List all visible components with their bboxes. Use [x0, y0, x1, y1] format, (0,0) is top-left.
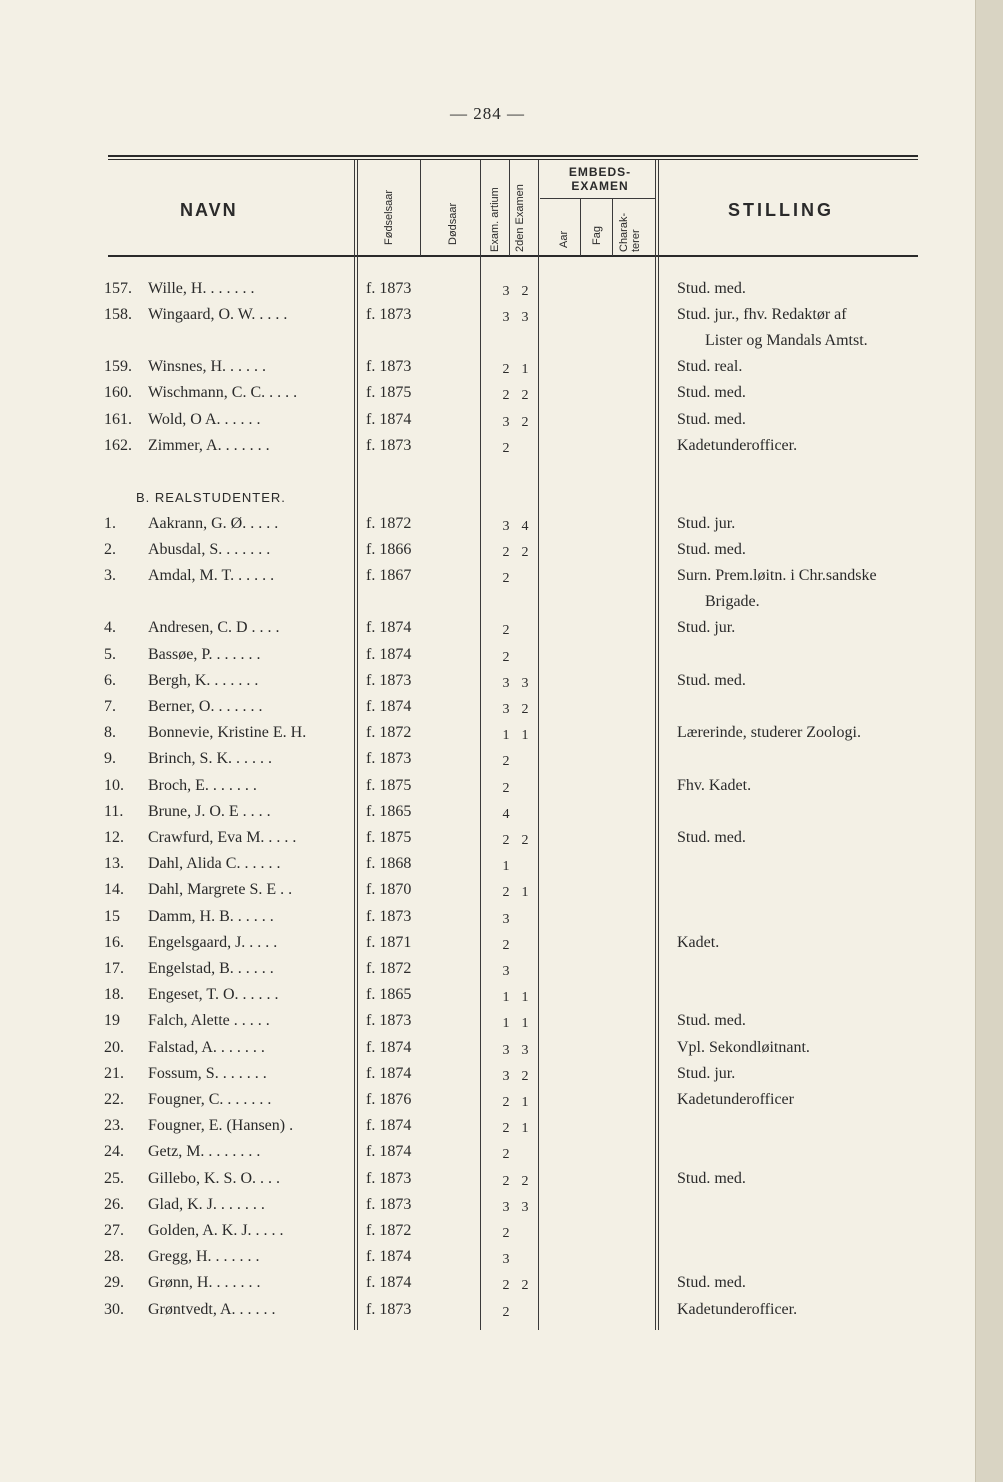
entry-exam-artium-grade: 2	[502, 362, 510, 378]
entry-number: 27.	[104, 1222, 124, 1239]
header-navn: NAVN	[180, 200, 238, 220]
col-line-fod	[420, 160, 421, 256]
entry-number: 161.	[104, 410, 132, 428]
table-row	[0, 1301, 975, 1327]
entry-second-exam-grade: 4	[521, 519, 529, 534]
entry-number: 17.	[104, 960, 124, 977]
table-row	[0, 437, 975, 463]
entry-stilling-continuation: Lister og Mandals Amtst.	[705, 332, 868, 350]
entry-birth-year: f. 1873	[366, 907, 412, 925]
entry-birth-year: f. 1874	[366, 619, 412, 637]
entry-second-exam-grade: 1	[521, 885, 529, 901]
entry-birth-year: f. 1873	[366, 1169, 412, 1187]
top-rule	[108, 155, 918, 157]
entry-name: Wingaard, O. W. . . . .	[148, 306, 288, 324]
entry-exam-artium-grade: 2	[502, 388, 510, 404]
table-row	[0, 1170, 975, 1196]
page-number: — 284 —	[450, 104, 525, 123]
entry-stilling: Kadetunderofficer.	[677, 436, 798, 454]
header-karakterer	[618, 213, 642, 252]
table-row	[0, 306, 975, 332]
entry-exam-artium-grade: 2	[502, 440, 510, 456]
col-line-aar	[580, 198, 581, 256]
entry-name: Berner, O. . . . . . .	[148, 698, 263, 715]
entry-number: 10.	[104, 776, 124, 794]
entry-second-exam-grade: 2	[521, 1173, 529, 1189]
entry-exam-artium-grade: 3	[502, 284, 510, 299]
entry-stilling: Stud. med.	[677, 280, 746, 297]
entry-exam-artium-grade: 3	[502, 1199, 510, 1215]
entry-exam-artium-grade: 3	[502, 1042, 510, 1058]
entry-second-exam-grade: 3	[521, 310, 529, 326]
entry-birth-year: f. 1873	[366, 306, 412, 324]
header-fodselsaar: Fødselsaar	[383, 189, 395, 245]
entry-birth-year: f. 1872	[366, 515, 412, 532]
entry-second-exam-grade: 3	[521, 1199, 529, 1215]
entry-name: Bonnevie, Kristine E. H.	[148, 724, 307, 742]
entry-exam-artium-grade: 3	[502, 519, 510, 534]
entry-number: 29.	[104, 1274, 124, 1292]
entry-number: 14.	[104, 881, 124, 899]
entry-name: Brinch, S. K. . . . . .	[148, 750, 272, 768]
entry-number: 20.	[104, 1038, 124, 1056]
entry-birth-year: f. 1874	[366, 1064, 412, 1082]
entry-number: 9.	[104, 750, 116, 768]
table-row	[0, 515, 975, 541]
entry-second-exam-grade: 2	[521, 388, 529, 404]
entry-exam-artium-grade: 3	[502, 675, 510, 691]
table-row	[0, 881, 975, 907]
entry-birth-year: f. 1874	[366, 1248, 412, 1266]
entry-stilling: Stud. med.	[677, 384, 746, 402]
entry-stilling: Stud. med.	[677, 829, 746, 846]
table-row	[0, 908, 975, 934]
entry-number: 25.	[104, 1169, 124, 1187]
entry-exam-artium-grade: 1	[502, 728, 510, 744]
table-row	[0, 750, 975, 776]
entry-second-exam-grade: 2	[521, 833, 529, 848]
header-embedseksamen	[540, 165, 660, 193]
entry-birth-year: f. 1872	[366, 724, 412, 742]
table-row	[0, 698, 975, 724]
entry-birth-year: f. 1867	[366, 567, 412, 585]
entry-number: 12.	[104, 829, 124, 846]
entry-birth-year: f. 1874	[366, 698, 412, 715]
col-line-exam-mid	[509, 160, 510, 256]
entry-second-exam-grade: 3	[521, 1042, 529, 1058]
entry-exam-artium-grade: 1	[502, 1016, 510, 1032]
entry-number: 26.	[104, 1195, 124, 1213]
entry-stilling: Kadetunderofficer.	[677, 1300, 798, 1318]
entry-exam-artium-grade: 2	[502, 780, 510, 796]
entry-exam-artium-grade: 2	[502, 885, 510, 901]
entry-number: 19	[104, 1012, 120, 1030]
entry-stilling: Stud. med.	[677, 671, 746, 689]
entry-name: Getz, M. . . . . . . .	[148, 1143, 261, 1161]
table-row	[0, 1248, 975, 1274]
entry-second-exam-grade: 1	[521, 1095, 529, 1110]
entry-name: Broch, E. . . . . . .	[148, 776, 257, 794]
entry-name: Grøntvedt, A. . . . . .	[148, 1300, 276, 1318]
header-stilling: STILLING	[728, 200, 834, 220]
entry-number: 24.	[104, 1143, 124, 1161]
entry-name: Zimmer, A. . . . . . .	[148, 436, 270, 454]
entry-second-exam-grade: 1	[521, 1121, 529, 1137]
table-row	[0, 724, 975, 750]
entry-name: Bergh, K. . . . . . .	[148, 671, 259, 689]
entry-number: 157.	[104, 280, 132, 297]
entry-birth-year: f. 1873	[366, 671, 412, 689]
table-row	[0, 829, 975, 855]
entry-birth-year: f. 1876	[366, 1091, 412, 1108]
table-row	[0, 803, 975, 829]
entry-exam-artium-grade: 2	[502, 1147, 510, 1163]
entry-exam-artium-grade: 2	[502, 833, 510, 848]
entry-name: Dahl, Margrete S. E . .	[148, 881, 293, 899]
entry-name: Winsnes, H. . . . . .	[148, 358, 267, 376]
entry-number: 3.	[104, 567, 116, 585]
table-row	[0, 1143, 975, 1169]
entry-name: Engelstad, B. . . . . .	[148, 960, 274, 977]
entry-birth-year: f. 1875	[366, 829, 412, 846]
entry-second-exam-grade: 2	[521, 545, 529, 561]
entry-number: 2.	[104, 541, 116, 559]
entry-birth-year: f. 1873	[366, 1300, 412, 1318]
entry-exam-artium-grade: 2	[502, 1278, 510, 1294]
entry-name: Andresen, C. D . . . .	[148, 619, 280, 637]
entry-name: Grønn, H. . . . . . .	[148, 1274, 261, 1292]
header-embeds-2: EXAMEN	[571, 179, 629, 193]
header-karakterer-1: Charak-	[618, 212, 630, 252]
entry-exam-artium-grade: 2	[502, 1304, 510, 1320]
section-realstudenter: B. REALSTUDENTER.	[136, 490, 286, 505]
entry-name: Damm, H. B. . . . . .	[148, 907, 274, 925]
entry-exam-artium-grade: 3	[502, 964, 510, 979]
entry-birth-year: f. 1872	[366, 960, 412, 977]
entry-stilling: Kadet.	[677, 933, 720, 951]
entry-birth-year: f. 1873	[366, 358, 412, 376]
entry-name: Gregg, H. . . . . . .	[148, 1248, 260, 1266]
entry-birth-year: f. 1873	[366, 750, 412, 768]
entry-birth-year: f. 1875	[366, 384, 412, 402]
table-row	[0, 384, 975, 410]
entry-exam-artium-grade: 3	[502, 1068, 510, 1084]
table-row	[0, 1039, 975, 1065]
entry-exam-artium-grade: 2	[502, 1226, 510, 1241]
entry-exam-artium-grade: 1	[502, 859, 510, 875]
entry-second-exam-grade: 2	[521, 414, 529, 430]
col-line-embeds-sub	[540, 198, 655, 199]
entry-birth-year: f. 1865	[366, 802, 412, 820]
entry-name: Abusdal, S. . . . . . .	[148, 541, 271, 559]
table-row	[0, 280, 975, 306]
entry-second-exam-grade: 1	[521, 1016, 529, 1032]
entry-exam-artium-grade: 2	[502, 649, 510, 665]
entry-stilling: Vpl. Sekondløitnant.	[677, 1038, 810, 1056]
entry-exam-artium-grade: 2	[502, 545, 510, 561]
entry-birth-year: f. 1874	[366, 1038, 412, 1056]
col-line-fag	[612, 198, 613, 256]
entry-exam-artium-grade: 2	[502, 571, 510, 587]
table-row	[0, 777, 975, 803]
entry-name: Engelsgaard, J. . . . .	[148, 933, 278, 951]
entry-number: 16.	[104, 933, 124, 951]
entry-exam-artium-grade: 3	[502, 911, 510, 927]
entry-number: 159.	[104, 358, 132, 376]
header-dodsaar: Dødsaar	[447, 202, 459, 245]
entry-birth-year: f. 1873	[366, 1195, 412, 1213]
entry-name: Brune, J. O. E . . . .	[148, 802, 271, 820]
table-row	[0, 541, 975, 567]
entry-birth-year: f. 1865	[366, 986, 412, 1004]
entry-number: 158.	[104, 306, 132, 324]
entry-birth-year: f. 1874	[366, 1117, 412, 1135]
entry-stilling: Stud. med.	[677, 1012, 746, 1030]
table-row	[0, 855, 975, 881]
entry-stilling: Stud. jur., fhv. Redaktør af	[677, 306, 847, 324]
entry-exam-artium-grade: 3	[502, 310, 510, 326]
entry-name: Aakrann, G. Ø. . . . .	[148, 515, 279, 532]
entry-second-exam-grade: 2	[521, 1278, 529, 1294]
entry-number: 5.	[104, 645, 116, 663]
entry-exam-artium-grade: 3	[502, 702, 510, 717]
page-edge	[975, 0, 1003, 1482]
entry-stilling: Stud. jur.	[677, 619, 736, 637]
entry-birth-year: f. 1871	[366, 933, 412, 951]
entry-name: Dahl, Alida C. . . . . .	[148, 855, 281, 873]
entry-stilling: Fhv. Kadet.	[677, 776, 752, 794]
entry-name: Engeset, T. O. . . . . .	[148, 986, 279, 1004]
entry-stilling: Surn. Prem.løitn. i Chr.sandske	[677, 567, 877, 585]
entry-number: 22.	[104, 1091, 124, 1108]
entry-number: 160.	[104, 384, 132, 402]
entry-stilling: Lærerinde, studerer Zoologi.	[677, 724, 861, 742]
table-row	[0, 646, 975, 672]
entry-number: 1.	[104, 515, 116, 532]
entry-number: 28.	[104, 1248, 124, 1266]
entry-stilling: Stud. med.	[677, 1274, 746, 1292]
entry-number: 23.	[104, 1117, 124, 1135]
entry-number: 30.	[104, 1300, 124, 1318]
entry-exam-artium-grade: 4	[502, 806, 510, 822]
entry-stilling: Stud. jur.	[677, 515, 736, 532]
entry-name: Amdal, M. T. . . . . .	[148, 567, 275, 585]
entry-name: Wold, O A. . . . . .	[148, 410, 261, 428]
entry-number: 6.	[104, 671, 116, 689]
entry-stilling: Stud. med.	[677, 1169, 746, 1187]
entry-name: Wille, H. . . . . . .	[148, 280, 255, 297]
table-row	[0, 1196, 975, 1222]
table-row	[0, 358, 975, 384]
entry-number: 13.	[104, 855, 124, 873]
table-row	[0, 1222, 975, 1248]
entry-number: 11.	[104, 802, 124, 820]
table-row	[0, 1117, 975, 1143]
entry-birth-year: f. 1875	[366, 776, 412, 794]
entry-stilling: Stud. jur.	[677, 1064, 736, 1082]
entry-name: Fossum, S. . . . . . .	[148, 1064, 267, 1082]
entry-second-exam-grade: 3	[521, 675, 529, 691]
entry-birth-year: f. 1873	[366, 280, 412, 297]
table-row	[0, 411, 975, 437]
entry-name: Glad, K. J. . . . . . .	[148, 1195, 265, 1213]
entry-stilling: Kadetunderofficer	[677, 1091, 794, 1108]
top-rule-thin	[108, 159, 918, 160]
entry-number: 8.	[104, 724, 116, 742]
header-aar: Aar	[558, 230, 570, 248]
entry-birth-year: f. 1874	[366, 1143, 412, 1161]
entry-birth-year: f. 1866	[366, 541, 412, 559]
table-row	[0, 960, 975, 986]
table-row	[0, 1065, 975, 1091]
entry-stilling: Stud. real.	[677, 358, 743, 376]
entry-number: 162.	[104, 436, 132, 454]
entry-exam-artium-grade: 2	[502, 623, 510, 639]
entry-birth-year: f. 1874	[366, 410, 412, 428]
entry-birth-year: f. 1868	[366, 855, 412, 873]
entry-second-exam-grade: 2	[521, 284, 529, 299]
entry-exam-artium-grade: 2	[502, 1173, 510, 1189]
entry-birth-year: f. 1874	[366, 645, 412, 663]
entry-exam-artium-grade: 3	[502, 1252, 510, 1268]
entry-name: Falstad, A. . . . . . .	[148, 1038, 265, 1056]
entry-name: Wischmann, C. C. . . . .	[148, 384, 298, 402]
entry-name: Falch, Alette . . . . .	[148, 1012, 270, 1030]
table-row	[0, 986, 975, 1012]
entry-number: 18.	[104, 986, 124, 1004]
entry-number: 21.	[104, 1064, 124, 1082]
table-row	[0, 1274, 975, 1300]
entry-name: Gillebo, K. S. O. . . .	[148, 1169, 280, 1187]
table-row	[0, 1012, 975, 1038]
header-rule	[108, 255, 918, 257]
entry-birth-year: f. 1873	[366, 436, 412, 454]
entry-exam-artium-grade: 1	[502, 990, 510, 1006]
entry-exam-artium-grade: 3	[502, 414, 510, 430]
entry-second-exam-grade: 2	[521, 1068, 529, 1084]
entry-birth-year: f. 1873	[366, 1012, 412, 1030]
header-exam-artium: Exam. artium	[489, 187, 501, 252]
table-row	[0, 1091, 975, 1117]
table-row	[0, 934, 975, 960]
entry-second-exam-grade: 1	[521, 362, 529, 378]
entry-name: Bassøe, P. . . . . . .	[148, 645, 261, 663]
entry-birth-year: f. 1874	[366, 1274, 412, 1292]
entry-birth-year: f. 1870	[366, 881, 412, 899]
header-fag: Fag	[591, 226, 603, 245]
entry-second-exam-grade: 1	[521, 728, 529, 744]
header-karakterer-2: terer	[630, 229, 642, 252]
header-embeds-1: EMBEDS-	[568, 165, 632, 179]
entry-birth-year: f. 1872	[366, 1222, 412, 1239]
entry-number: 4.	[104, 619, 116, 637]
entry-exam-artium-grade: 2	[502, 1095, 510, 1110]
entry-name: Golden, A. K. J. . . . .	[148, 1222, 284, 1239]
table-row	[0, 619, 975, 645]
entry-second-exam-grade: 2	[521, 702, 529, 717]
entry-name: Fougner, E. (Hansen) .	[148, 1117, 294, 1135]
entry-stilling-continuation: Brigade.	[705, 593, 760, 611]
entry-stilling: Stud. med.	[677, 541, 746, 559]
entry-number: 15	[104, 907, 120, 925]
entry-name: Crawfurd, Eva M. . . . .	[148, 829, 297, 846]
entry-number: 7.	[104, 698, 116, 715]
table-row	[0, 567, 975, 593]
entry-exam-artium-grade: 2	[502, 937, 510, 953]
header-andeneksamen: 2den Examen	[514, 184, 526, 252]
entry-exam-artium-grade: 2	[502, 1121, 510, 1137]
entry-name: Fougner, C. . . . . . .	[148, 1091, 272, 1108]
entry-stilling: Stud. med.	[677, 410, 746, 428]
table-row	[0, 672, 975, 698]
entry-exam-artium-grade: 2	[502, 754, 510, 770]
entry-second-exam-grade: 1	[521, 990, 529, 1006]
